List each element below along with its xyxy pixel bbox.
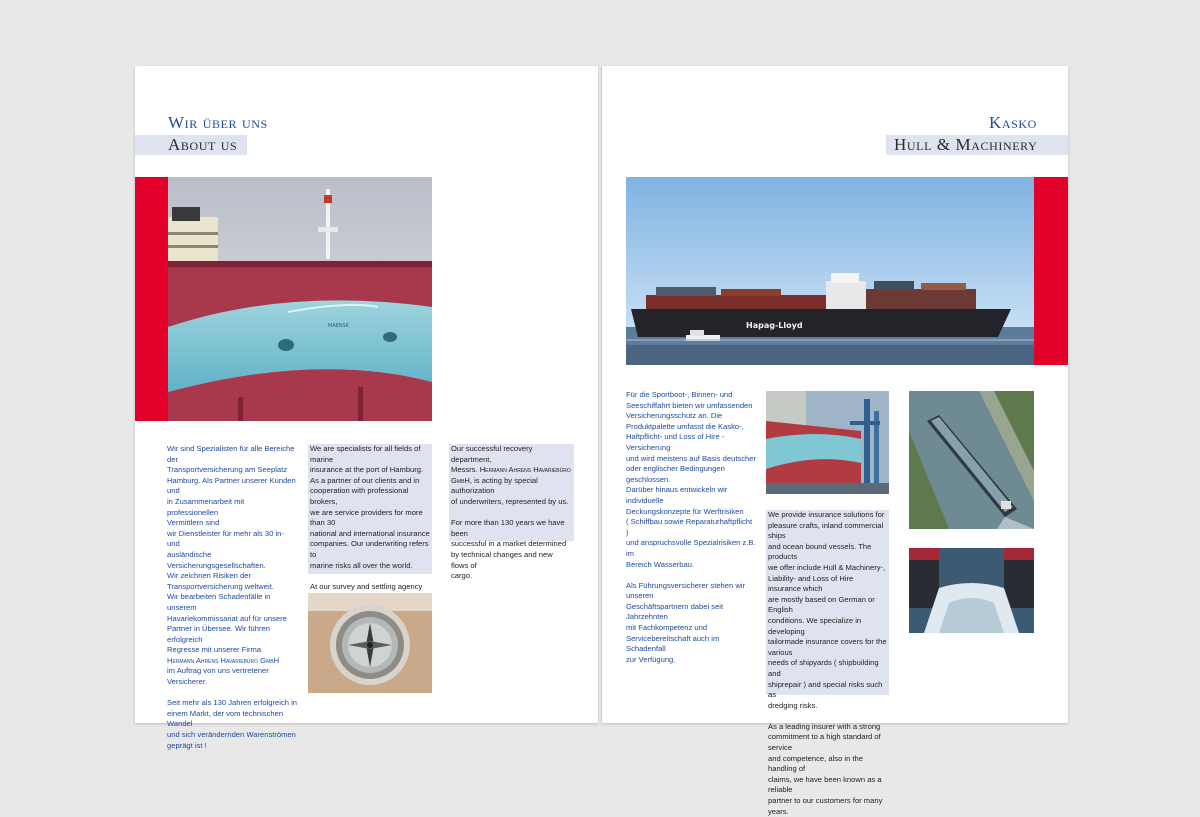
right-col2-text (766, 510, 889, 816)
right-red-bar (1034, 177, 1068, 365)
compass-photo (308, 593, 432, 693)
left-col1-text (167, 444, 297, 762)
left-col2-text (308, 444, 432, 591)
left-col1-p1-end: im Auftrag von uns vertretener Versicherer. (167, 666, 269, 687)
right-col2-p1: We provide insurance solutions for pleasure crafts, inland commercial ships and ocean bound vessels. The products we offer include Hull & Machinery-, Liability- and Loss of Hire insurance which are mostly based on German or English conditions. We specialize in developing tailormade insurance covers for the various needs of shipyards ( shipbuilding and shiprepair ) and special risks such as dredging risks. (768, 510, 887, 710)
left-col2-p2: At our survey and settling agency (310, 581, 423, 591)
shipyard-photo (766, 391, 889, 494)
right-title-de: Kasko (989, 113, 1037, 132)
right-col2-p2: As a leading insurer with a strong commitment to a high standard of service and competence, also in the handling of claims, we have been known as a reliable partner to our customers for many years. (768, 721, 883, 816)
left-col3-p1-start: Our successful recovery department, Messrs. (451, 444, 533, 475)
left-col1-p2: Seit mehr als 130 Jahren erfolgreich in einem Markt, der vom technischen Wandel und sich verändernden Warenströmen geprägt ist ! (167, 698, 298, 750)
right-title-en: Hull & Machinery (886, 135, 1068, 155)
left-col3-p1-end: , is acting by special authorization of underwriters, represented by us. (451, 475, 569, 506)
left-col2-p1: We are specialists for all fields of marine insurance at the port of Hamburg. As a partner of our clients and in cooperation with professional brokers, we are service providers for more than 30 national and international insurance companies. Our underwriting refers to marine risks all over the world. (310, 444, 430, 570)
right-col1-p1: Für die Sportboot-, Binnen- und Seeschiffahrt bieten wir umfassenden Versicherungsschutz an. Die Produktpalette umfasst die Kasko-, Haftpflicht- und Loss of Hire - Versicherung und wird meistens auf Basis deutscher oder englischer Bedingungen geschlossen. Darüber hinaus entwickeln wir individuelle Deckungskonzepte für Werftrisiken ( Schiffbau sowie Reparaturhaftpflicht ) und anspruchsvolle Spezialrisiken z.B. im Bereich Wasserbau. (626, 390, 757, 569)
svg-text:MAERSK: MAERSK (328, 323, 349, 329)
river-barge-photo (909, 391, 1034, 529)
right-col1-p2: Als Führungsversicherer stehen wir unseren Geschäftspartnern dabei seit Jahrzehnten mit Fachkompetenz und Servicebereitschaft auch im Schadenfall zur Verfügung. (626, 580, 746, 664)
right-col1-text (626, 390, 756, 676)
ship-bow-photo (168, 177, 432, 421)
ship-wake-photo (909, 548, 1034, 633)
left-col3-text (449, 444, 574, 581)
left-col3-company: Hermann Ahrens Havariebüro GmbH (451, 465, 571, 485)
left-red-bar (135, 177, 168, 421)
hull-lettering: Hapag-Lloyd (746, 321, 803, 330)
left-col3-p2: For more than 130 years we have been successful in a market determined by technical changes and new flows of cargo. (451, 518, 567, 581)
left-title-en: About us (135, 135, 247, 155)
left-title-de: Wir über uns (168, 113, 268, 132)
left-col1-p1: Wir sind Spezialisten für alle Bereiche der Transportversicherung am Seeplatz Hamburg. Als Partner unserer Kunden und in Zusammenarbeit mit professionellen Vermittlern sind wir Dienstleister für mehr als 30 in- und ausländische Versicherungsgesellschaften. Wir zeichnen Risiken der Transportversicherung weltweit. Wir bearbeiten Schadenfälle in unserem Havariekommissariat auf für unsere Partner in Übersee. Wir führen erfolgreich Regresse mit unserer Firma (167, 444, 296, 655)
container-ship-photo (626, 177, 1034, 365)
left-col1-company: Hermann Ahrens Havariebüro GmbH (167, 655, 280, 665)
